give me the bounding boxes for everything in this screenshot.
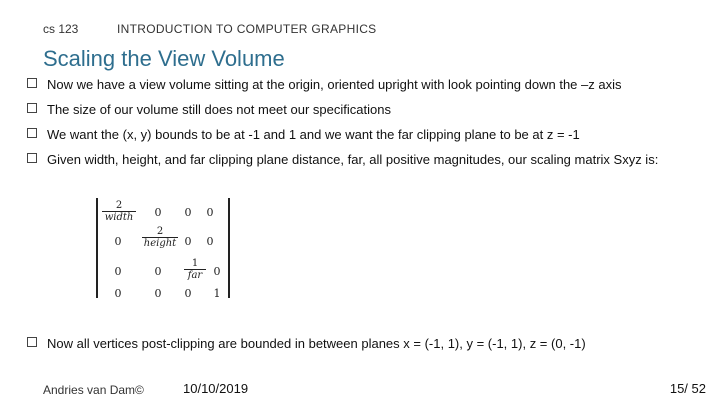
matrix-cell: 0 xyxy=(213,265,221,278)
denominator: far xyxy=(187,270,203,281)
matrix-cell: 0 xyxy=(184,287,192,300)
matrix-cell: 0 xyxy=(114,287,122,300)
bullet-box-icon xyxy=(27,128,37,138)
footer-author: Andries van Dam© xyxy=(43,383,144,397)
bullet-1 xyxy=(27,76,621,93)
bullet-4 xyxy=(27,151,697,168)
bullet-box-icon xyxy=(27,78,37,88)
matrix-cell: 0 xyxy=(114,235,122,248)
bullet-text: Given width, height, and far clipping plane distance, far, all positive magnitudes, our scaling matrix Sxyz is: xyxy=(47,152,659,167)
matrix-cell: 0 xyxy=(154,265,162,278)
matrix-cell: 0 xyxy=(206,235,214,248)
matrix-cell: 0 xyxy=(184,235,192,248)
bullet-3 xyxy=(27,126,580,143)
bullet-box-icon xyxy=(27,153,37,163)
matrix-cell: 0 xyxy=(206,206,214,219)
bullet-text: Now we have a view volume sitting at the origin, oriented upright with look pointing down the –z axis xyxy=(47,77,622,92)
matrix-cell-2-height xyxy=(142,226,178,249)
matrix-cell: 0 xyxy=(154,287,162,300)
numerator: 1 xyxy=(184,258,206,270)
numerator: 2 xyxy=(142,226,178,238)
course-label: cs 123 xyxy=(43,22,79,36)
matrix-cell: 0 xyxy=(184,206,192,219)
denominator: height xyxy=(143,238,177,249)
matrix-left-bracket xyxy=(96,198,98,298)
bullet-text: The size of our volume still does not meet our specifications xyxy=(47,102,391,117)
matrix-right-bracket xyxy=(228,198,230,298)
bullet-text: We want the (x, y) bounds to be at -1 and 1 and we want the far clipping plane to be at z = -1 xyxy=(47,127,580,142)
course-title: INTRODUCTION TO COMPUTER GRAPHICS xyxy=(117,22,377,36)
bullet-text: Now all vertices post-clipping are bounded in between planes x = (-1, 1), y = (-1, 1), z = (0, -1) xyxy=(47,336,586,351)
slide-title: Scaling the View Volume xyxy=(43,46,285,71)
bullet-5 xyxy=(27,335,586,352)
denominator: width xyxy=(104,212,134,223)
matrix-cell-1-far xyxy=(184,258,206,281)
matrix-cell: 1 xyxy=(213,287,221,300)
matrix-cell-2-width xyxy=(102,200,136,223)
matrix-cell: 0 xyxy=(154,206,162,219)
matrix-cell: 0 xyxy=(114,265,122,278)
numerator: 2 xyxy=(102,200,136,212)
bullet-2 xyxy=(27,101,391,118)
footer-date: 10/10/2019 xyxy=(183,381,249,396)
page-number: 15/ 52 xyxy=(669,381,706,396)
bullet-box-icon xyxy=(27,103,37,113)
bullet-box-icon xyxy=(27,337,37,347)
scaling-matrix xyxy=(96,198,230,302)
